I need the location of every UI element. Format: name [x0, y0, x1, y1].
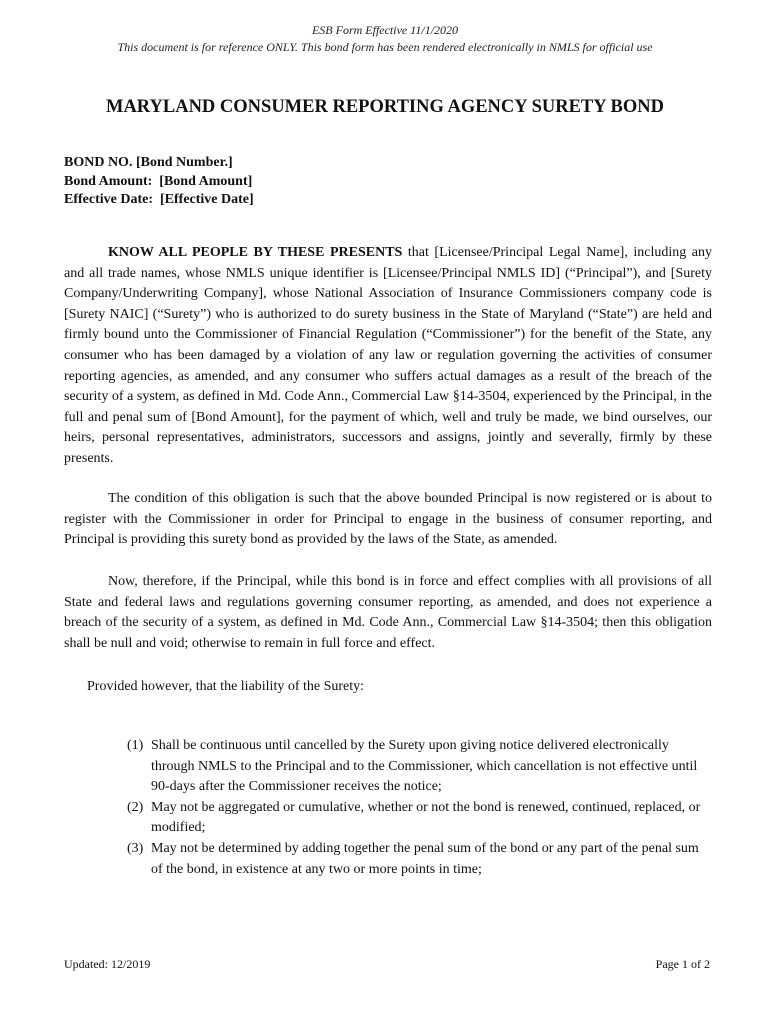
- paragraph-lead: KNOW ALL PEOPLE BY THESE PRESENTS: [108, 245, 403, 260]
- bond-info-block: [64, 154, 254, 210]
- list-item: [127, 798, 709, 839]
- updated-date: Updated: 12/2019: [64, 957, 151, 971]
- form-effective-line: ESB Form Effective 11/1/2020: [311, 23, 459, 37]
- paragraph-body: that [Licensee/Principal Legal Name], including any and all trade names, whose NMLS unique identifier is [Licensee/Principal NMLS ID] (“Principal”), and [Surety Company/Underwriting Company], whose National Association of Insurance Commissioners company code is [Surety NAIC] (“Surety”) who is authorized to do surety business in the State of Maryland (“State”) are held and firmly bound unto the Commissioner of Financial Regulation (“Commissioner”) for the benefit of the State, any consumer who has been damaged by a violation of any law or regulation governing the activities of consumer reporting agencies, as amended, and any consumer who suffers actual damages as a result of the breach of the security of a system, as defined in Md. Code Ann., Commercial Law §14-3504, experienced by the Principal, in the full and penal sum of [Bond Amount], for the payment of which, well and truly be made, we bind ourselves, our heirs, personal representatives, administrators, successors and assigns, jointly and severally, firmly by these presents.: [64, 245, 713, 466]
- effective-date: Effective Date: [Effective Date]: [64, 192, 254, 207]
- list-text: Shall be continuous until cancelled by the Surety upon giving notice delivered electronically through NMLS to the Principal and to the Commissioner, which cancellation is not effective until 90-days after the Commissioner receives the notice;: [151, 738, 698, 795]
- page-number: Page 1 of 2: [655, 957, 710, 971]
- know-all-people-paragraph: [64, 243, 712, 470]
- condition-paragraph: The condition of this obligation is such that the above bounded Principal is now registered or is about to register with the Commissioner in order for Principal to engage in the business of consumer reporting, and Principal is providing this surety bond as provided by the laws of the State, as amended.: [64, 491, 712, 548]
- surety-liability-list: [127, 736, 709, 880]
- list-item: [127, 736, 709, 798]
- document-title: MARYLAND CONSUMER REPORTING AGENCY SURETY BOND: [105, 97, 665, 117]
- now-therefore-paragraph: Now, therefore, if the Principal, while this bond is in force and effect complies with all provisions of all State and federal laws and regulations governing consumer reporting, as amended, and does not experience a breach of the security of a system, as defined in Md. Code Ann., Commercial Law §14-3504; then this obligation shall be null and void; otherwise to remain in full force and effect.: [64, 574, 712, 651]
- provided-however-paragraph: Provided however, that the liability of the Surety:: [87, 679, 365, 694]
- list-item: [127, 839, 709, 880]
- list-number: (2): [127, 799, 144, 815]
- reference-notice: This document is for reference ONLY. This bond form has been rendered electronically in NMLS for official use: [117, 40, 653, 54]
- bond-amount: Bond Amount: [Bond Amount]: [64, 173, 253, 189]
- list-text: May not be aggregated or cumulative, whether or not the bond is renewed, continued, replaced, or modified;: [151, 799, 701, 836]
- list-text: May not be determined by adding together the penal sum of the bond or any part of the penal sum of the bond, in existence at any two or more points in time;: [151, 840, 699, 877]
- list-number: (3): [127, 840, 144, 856]
- bond-number: BOND NO. [Bond Number.]: [64, 155, 233, 170]
- list-number: (1): [127, 738, 144, 753]
